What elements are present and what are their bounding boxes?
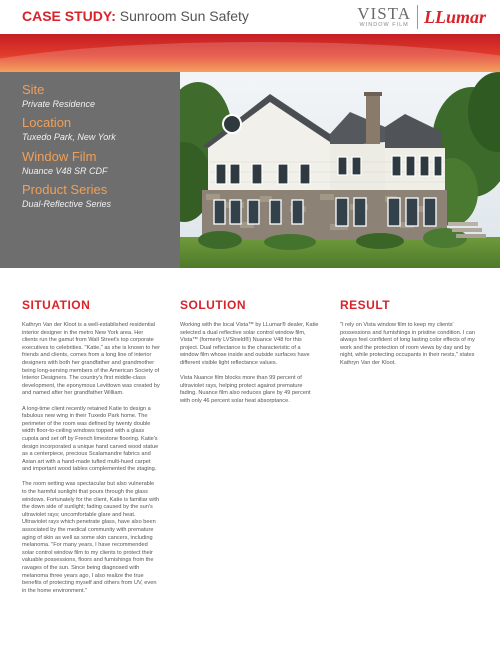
fact-value-location: Tuxedo Park, New York: [22, 132, 116, 142]
vista-logo-word: VISTA: [357, 4, 411, 23]
fact-value-site: Private Residence: [22, 99, 96, 109]
solution-body: [180, 322, 320, 413]
logo-divider: [417, 5, 418, 29]
fact-value-window-film: Nuance V48 SR CDF: [22, 166, 108, 176]
situation-body: [22, 322, 160, 603]
result-heading: RESULT: [340, 298, 391, 312]
llumar-logo: LLumar: [423, 6, 486, 27]
situation-paragraph-3: The room setting was spectacular but also vulnerable to the harmful sunlight that pours through the glass windows. Fortunately for the client, Katie is familiar with the down side of sunlight; fading caused by the sun's ultraviolet rays; uncomfortable glare and heat. Ultraviolet rays which penetrate glass, have also been associated by the medical community with premature aging of skin as well as some skin cancers, including melanoma. "For many years, I have recommended solar control window film to my clients to protect their valuable possessions, floors and furnishings from the ravages of the sun. Since being diagnosed with melanoma three years ago, I also realize the true benefits of protecting myself and others from UV, even in the home environment.": [22, 481, 160, 594]
situation-paragraph-1: Kathryn Van der Kloot is a well-established residential interior designer in the metro New York area. Her clients run the gamut from Wall Street's top corporate executives to celebrities. "Katie," as she is known to her friends and clients, comes from a long line of interior designers with both her grandfather and grandmother being long-serving members of the American Society of Interior Designers. The country's first middle-class development, the eponymous Levittown was created by and named after her grandfather William.: [22, 322, 160, 397]
solution-heading: SOLUTION: [180, 298, 246, 312]
band-swoosh: [0, 42, 500, 72]
result-body: [340, 322, 480, 375]
fact-value-product-series: Dual-Reflective Series: [22, 199, 112, 209]
solution-paragraph-2: Vista Nuance film blocks more than 99 percent of ultraviolet rays, helping protect against premature fading. Nuance film also reduces glare by 49 percent with only 46 percent solar heat absorptance.: [180, 375, 311, 404]
fact-label-product-series: Product Series: [22, 182, 108, 197]
page-header: [0, 0, 500, 34]
house-photo: [180, 72, 500, 268]
house-illustration: [180, 72, 500, 268]
vista-logo-subtitle: WINDOW FILM: [359, 22, 409, 28]
brand-logos: [357, 4, 486, 30]
fact-label-site: Site: [22, 82, 45, 97]
project-facts-panel: [0, 72, 180, 268]
header-color-band: [0, 34, 500, 72]
vista-logo: [357, 6, 411, 28]
situation-paragraph-2: A long-time client recently retained Katie to design a fabulous new wing in their Tuxedo Park home. The perimeter of the room was defined by twenty double width floor-to-ceiling windows topped with a glass cupola and set off by French limestone flooring. Katie's design incorporated a unique hand carved wood statue as a centerpiece, precious Scalamandre fabrics and Asian art with a hand-made tufted multi-hued carpet and important wood tables complemented the staging.: [22, 405, 159, 473]
solution-paragraph-1: Working with the local Vista™ by LLumar® dealer, Katie selected a dual reflective solar control window film, Vista™ (formerly LVShield®) Nuance V48 for this project. Dual reflectance is the characteristic of a window film whose inside and outside surfaces have different visible light reflectance values.: [180, 322, 319, 366]
case-study-heading: [22, 8, 249, 24]
situation-heading: SITUATION: [22, 298, 91, 312]
result-paragraph-1: "I rely on Vista window film to keep my clients' possessions and furnishings in pristine condition. I can always feel confident of long lasting color effects of my work and the protection of room views by day and by night, while protecting occupants in their nests," states Kathryn Van der Kloot.: [340, 322, 475, 366]
case-study-title: Sunroom Sun Safety: [119, 8, 249, 24]
case-study-label: CASE STUDY:: [22, 8, 116, 24]
fact-label-location: Location: [22, 115, 72, 130]
fact-label-window-film: Window Film: [22, 149, 97, 164]
